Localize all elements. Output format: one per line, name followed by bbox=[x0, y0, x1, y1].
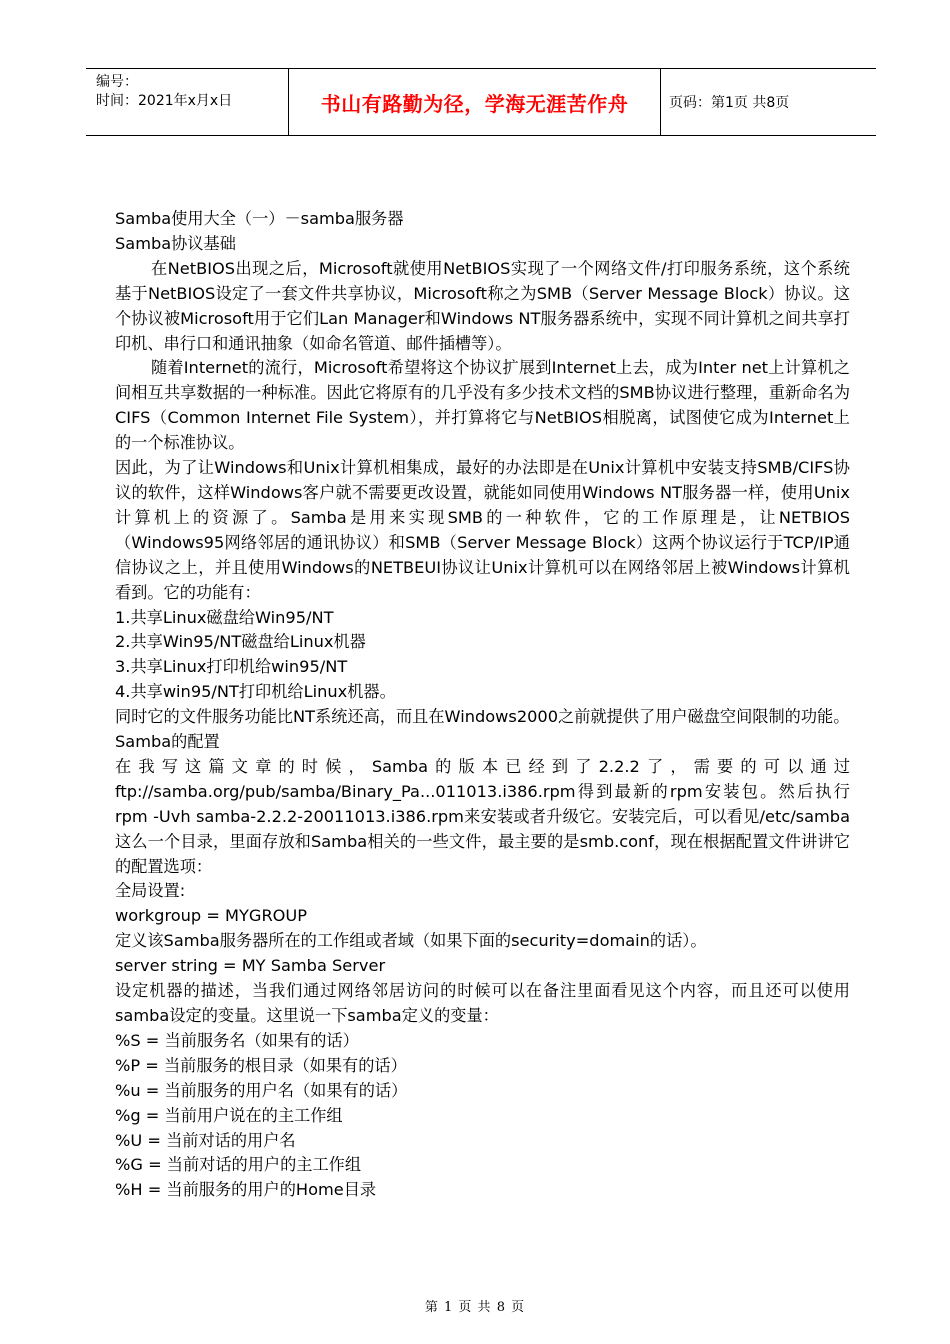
variable-item: %H = 当前服务的用户的Home目录 bbox=[115, 1180, 377, 1200]
page-header bbox=[86, 68, 876, 136]
feature-item: 4.共享win95/NT打印机给Linux机器。 bbox=[115, 682, 396, 702]
paragraph-netbios: 在NetBIOS出现之后，Microsoft就使用NetBIOS实现了一个网络文件/打印服务系统，这个系统基于NetBIOS设定了一套文件共享协议，Microsoft称之为SMB（Server Message Block）协议。这个协议被Microsoft用于它们Lan Manager和Windows NT服务器系统中，实现不同计算机之间共享打印机、串行口和通讯抽象（如命名管道、邮件插槽等）。 bbox=[115, 258, 850, 353]
variable-item: %P = 当前服务的根目录（如果有的话） bbox=[115, 1055, 407, 1075]
header-motto: 书山有路勤为径，学海无涯苦作舟 bbox=[288, 69, 661, 135]
config-desc-server-string: 设定机器的描述，当我们通过网络邻居访问的时候可以在备注里面看见这个内容，而且还可以使用samba设定的变量。这里说一下samba定义的变量： bbox=[115, 981, 850, 1025]
feature-item: 1.共享Linux磁盘给Win95/NT bbox=[115, 607, 334, 627]
variable-item: %G = 当前对话的用户的主工作组 bbox=[115, 1155, 362, 1175]
config-line-server-string: server string = MY Samba Server bbox=[115, 956, 386, 976]
header-date: 时间：2021年x月x日 bbox=[96, 93, 233, 109]
paragraph-samba-intro: 因此，为了让Windows和Unix计算机相集成，最好的办法即是在Unix计算机中安装支持SMB/CIFS协议的软件，这样Windows客户就不需要更改设置，就能如同使用Windows NT服务器一样，使用Unix计算机上的资源了。Samba是用来实现SMB的一种软件，它的工作原理是，让NETBIOS（Windows95网络邻居的通讯协议）和SMB（Server Message Block）这两个协议运行于TCP/IP通信协议之上，并且使用Windows的NETBEUI协议让Unix计算机可以在网络邻居上被Windows计算机看到。它的功能有： bbox=[115, 458, 850, 602]
section-heading-protocol: Samba协议基础 bbox=[115, 233, 236, 253]
paragraph-file-service: 同时它的文件服务功能比NT系统还高，而且在Windows2000之前就提供了用户磁盘空间限制的功能。 bbox=[115, 707, 850, 727]
variable-item: %g = 当前用户说在的主工作组 bbox=[115, 1105, 343, 1125]
paragraph-cifs: 随着Internet的流行，Microsoft希望将这个协议扩展到Internet上去，成为Inter net上计算机之间相互共享数据的一种标准。因此它将原有的几乎没有多少技术文档的SMB协议进行整理，重新命名为 CIFS（Common Internet File System），并打算将它与NetBIOS相脱离，试图使它成为Internet上的一个标准协议。 bbox=[115, 358, 850, 453]
global-settings-label: 全局设置: bbox=[115, 881, 186, 901]
feature-item: 3.共享Linux打印机给win95/NT bbox=[115, 657, 348, 677]
header-meta bbox=[86, 69, 288, 135]
document-body bbox=[115, 207, 850, 1203]
feature-item: 2.共享Win95/NT磁盘给Linux机器 bbox=[115, 632, 366, 652]
variable-item: %u = 当前服务的用户名（如果有的话） bbox=[115, 1080, 408, 1100]
doc-title: Samba使用大全（一）－samba服务器 bbox=[115, 209, 404, 228]
variable-item: %S = 当前服务名（如果有的话） bbox=[115, 1030, 359, 1050]
header-code-label: 编号： bbox=[96, 74, 138, 90]
config-desc-workgroup: 定义该Samba服务器所在的工作组或者域（如果下面的security=domain的话）。 bbox=[115, 931, 707, 951]
header-page-info: 页码：第1页 共8页 bbox=[669, 95, 790, 111]
page-footer: 第 1 页 共 8 页 bbox=[424, 1300, 526, 1315]
section-heading-config: Samba的配置 bbox=[115, 732, 220, 752]
config-line-workgroup: workgroup = MYGROUP bbox=[115, 906, 308, 926]
variable-item: %U = 当前对话的用户名 bbox=[115, 1130, 296, 1150]
paragraph-install: 在我写这篇文章的时候，Samba的版本已经到了2.2.2了，需要的可以通过ftp://samba.org/pub/samba/Binary_Pa...011013.i386.rpm得到最新的rpm安装包。然后执行rpm -Uvh samba-2.2.2-20011013.i386.rpm来安装或者升级它。安装完后，可以看见/etc/samba这么一个目录，里面存放和Samba相关的一些文件，最主要的是smb.conf，现在根据配置文件讲讲它的配置选项： bbox=[115, 756, 850, 876]
